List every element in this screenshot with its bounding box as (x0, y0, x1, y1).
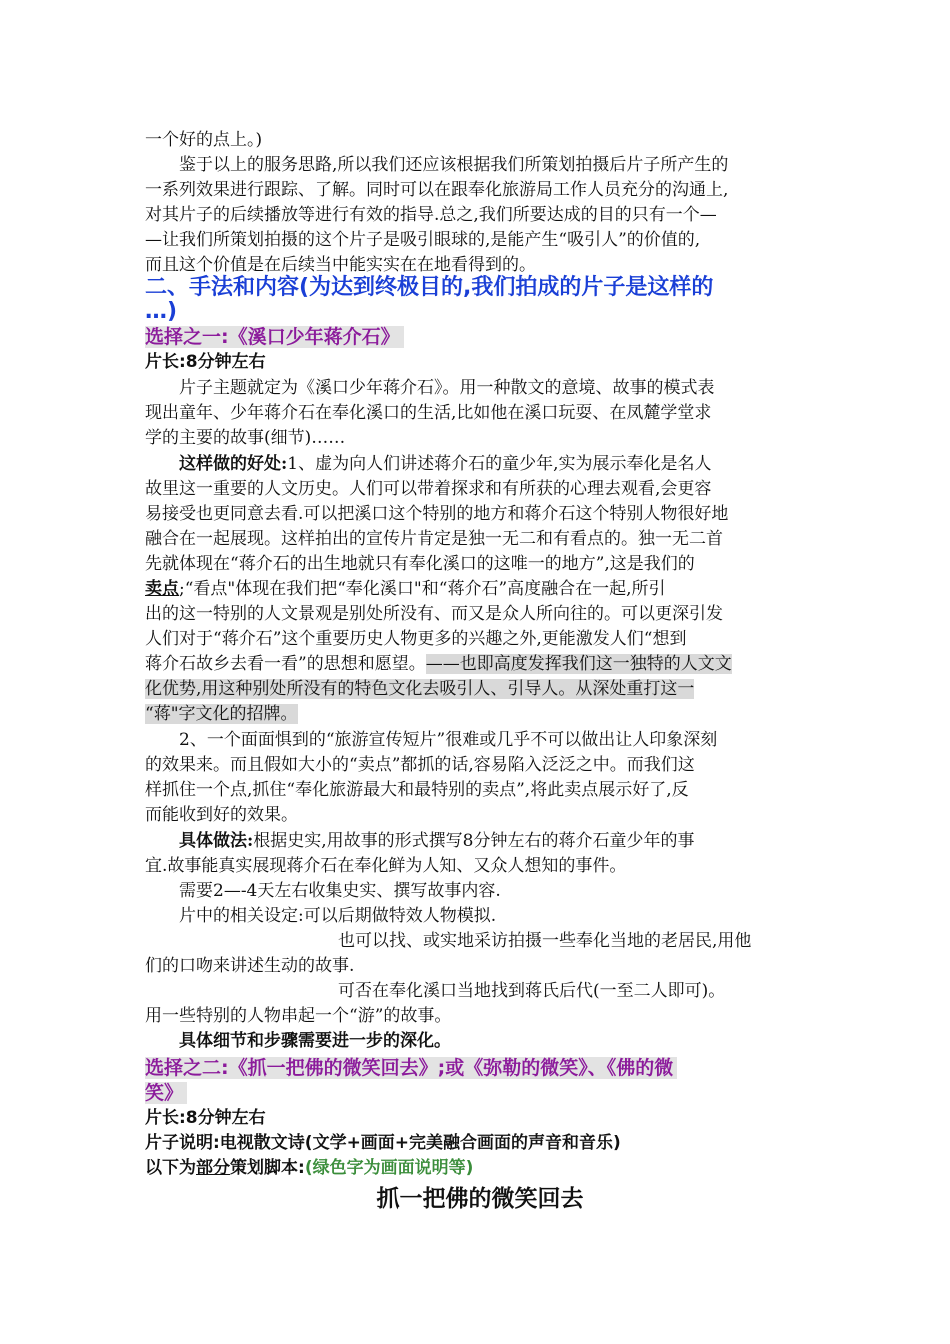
text-line: 们的口吻来讲述生动的故事. (145, 956, 355, 976)
highlighted-text: ——也即高度发挥我们这一独特的人文文 (425, 654, 732, 674)
text-line: 也可以找、或实地采访拍摄一些奉化当地的老居民,用他 (338, 931, 752, 951)
script-title: 抓一把佛的微笑回去 (376, 1185, 584, 1212)
text-line: 而能收到好的效果。 (145, 805, 298, 825)
text-segment: 以下为 (145, 1158, 196, 1178)
text-line: 可否在奉化溪口当地找到蒋氏后代(一至二人即可)。 (338, 981, 726, 1001)
method-line (179, 829, 695, 854)
highlighted-line (145, 677, 694, 702)
text-line: 鉴于以上的服务思路,所以我们还应该根据我们所策划拍摄后片子所产生的 (179, 155, 729, 175)
text-line: 需要2—-4天左右收集史实、撰写故事内容. (179, 881, 501, 901)
choice2-title (145, 1055, 677, 1081)
text-line: 2、一个面面惧到的“旅游宣传短片”很难或几乎不可以做出让人印象深刻 (179, 730, 718, 750)
text-line (145, 577, 666, 602)
text-line: 对其片子的后续播放等进行有效的指导.总之,我们所要达成的目的只有一个— (145, 205, 717, 225)
section-heading-cont: …) (145, 299, 178, 324)
choice2-title-cont (145, 1080, 187, 1106)
text-line: 一个好的点上。) (145, 130, 263, 150)
text-segment: ;“看点"体现在我们把“奉化溪口"和“蒋介石”高度融合在一起,所引 (179, 579, 666, 599)
text-segment: 蒋介石故乡去看一看”的思想和愿望。 (145, 654, 426, 674)
script-intro (145, 1156, 473, 1181)
choice2-length: 片长:8分钟左右 (145, 1108, 266, 1128)
section-heading: 二、手法和内容(为达到终极目的,我们拍成的片子是这样的 (145, 275, 714, 300)
benefit-text: 1、虚为向人们讲述蒋介石的童少年,实为展示奉化是名人 (287, 454, 712, 474)
text-line: 易接受也更同意去看.可以把溪口这个特别的地方和蒋介石这个特别人物很好地 (145, 504, 729, 524)
benefit-label: 这样做的好处: (179, 454, 288, 474)
text-line: 的效果来。而且假如大小的“卖点”都抓的话,容易陷入泛泛之中。而我们这 (145, 755, 695, 775)
highlighted-text: 化优势,用这种别处所没有的特色文化去吸引人、引导人。从深处重打这一 (145, 679, 695, 699)
selling-point: 卖点 (145, 579, 179, 599)
underlined-text: 部分 (196, 1158, 230, 1178)
detail-line: 具体细节和步骤需要进一步的深化。 (179, 1031, 451, 1051)
choice1-title (145, 324, 404, 350)
text-line: 一系列效果进行跟踪、了解。同时可以在跟奉化旅游局工作人员充分的沟通上, (145, 180, 729, 200)
green-note: (绿色字为画面说明等) (304, 1158, 474, 1178)
text-line: 而且这个价值是在后续当中能实实在在地看得到的。 (145, 255, 536, 275)
text-line: 融合在一起展现。这样拍出的宣传片肯定是独一无二和有看点的。独一无二首 (145, 529, 723, 549)
text-line: —让我们所策划拍摄的这个片子是吸引眼球的,是能产生“吸引人”的价值的, (145, 230, 701, 250)
choice2-title-text: 笑》 (145, 1082, 187, 1104)
text-line: 片子主题就定为《溪口少年蒋介石》。用一种散文的意境、故事的模式表 (179, 378, 715, 398)
text-segment: 策划脚本: (230, 1158, 305, 1178)
text-line (145, 652, 732, 677)
method-text: 根据史实,用故事的形式撰写8分钟左右的蒋介石童少年的事 (253, 831, 695, 851)
text-line: 故里这一重要的人文历史。人们可以带着探求和有所获的心理去观看,会更容 (145, 479, 712, 499)
choice2-desc: 片子说明:电视散文诗(文学+画面+完美融合画面的声音和音乐) (145, 1133, 621, 1153)
text-line: 现出童年、少年蒋介石在奉化溪口的生活,比如他在溪口玩耍、在凤麓学堂求 (145, 403, 712, 423)
text-line: 先就体现在“蒋介石的出生地就只有奉化溪口的这唯一的地方”,这是我们的 (145, 554, 695, 574)
text-line: 人们对于“蒋介石”这个重要历史人物更多的兴趣之外,更能激发人们“想到 (145, 629, 687, 649)
choice2-title-text: 选择之二:《抓一把佛的微笑回去》;或《弥勒的微笑》、《佛的微 (145, 1057, 677, 1079)
benefit-line (179, 452, 712, 477)
method-label: 具体做法: (179, 831, 254, 851)
text-line: 学的主要的故事(细节)…… (145, 428, 346, 448)
text-line: 片中的相关设定:可以后期做特效人物模拟. (179, 906, 497, 926)
text-line: 出的这一特别的人文景观是别处所没有、而又是众人所向往的。可以更深引发 (145, 604, 723, 624)
choice1-title-text: 选择之一:《溪口少年蒋介石》 (145, 326, 404, 348)
text-line: 样抓住一个点,抓住“奉化旅游最大和最特别的卖点”,将此卖点展示好了,反 (145, 780, 689, 800)
choice1-length: 片长:8分钟左右 (145, 352, 266, 372)
highlighted-line (145, 702, 298, 727)
text-line: 用一些特别的人物串起一个“游”的故事。 (145, 1006, 452, 1026)
highlighted-text: “蒋"字文化的招牌。 (145, 704, 298, 724)
text-line: 宜.故事能真实展现蒋介石在奉化鲜为人知、又众人想知的事件。 (145, 856, 627, 876)
